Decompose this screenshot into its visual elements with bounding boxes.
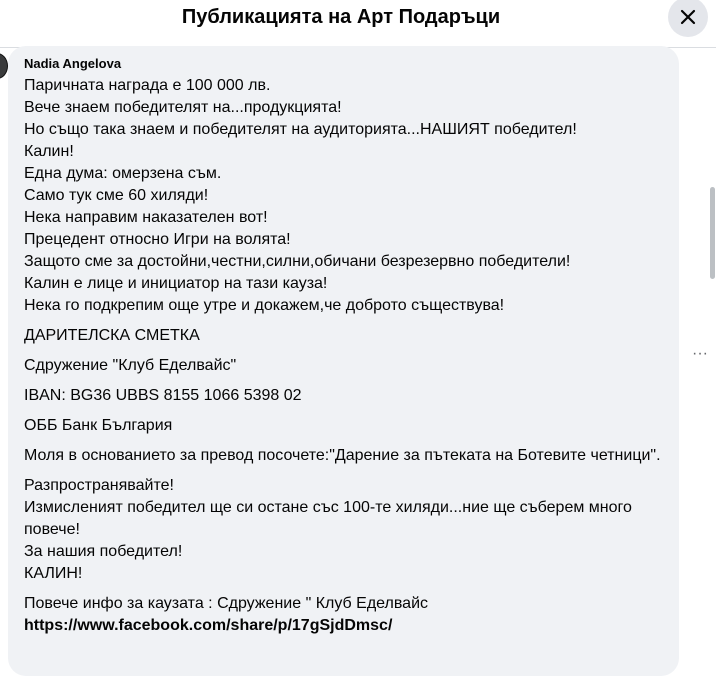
more-info-text: Повече инфо за каузата : Сдружение " Клуб Еделвайс — [24, 595, 429, 612]
comment-line: Вече знаем победителят на...продукцията! — [24, 99, 342, 116]
close-button[interactable] — [668, 0, 708, 37]
share-line: Измисленият победител ще си остане със 100-те хиляди...ние ще съберем много повече! — [24, 499, 632, 538]
comment-intro — [24, 75, 667, 317]
more-info-block — [24, 593, 667, 637]
comment-line: Нека направим наказателен вот! — [24, 209, 268, 226]
share-line: Разпространявайте! — [24, 477, 174, 494]
comment-line: Но също така знаем и победителят на аудиторията...НАШИЯТ победител! — [24, 121, 577, 138]
close-icon — [679, 8, 697, 26]
comment-author[interactable]: Nadia Angelova — [24, 56, 122, 71]
share-link[interactable]: https://www.facebook.com/share/p/17gSjdDmsc/ — [24, 617, 393, 634]
comment-line: Прецедент относно Игри на волята! — [24, 231, 291, 248]
avatar[interactable] — [0, 53, 8, 79]
comment-line: Паричната награда е 100 000 лв. — [24, 77, 271, 94]
share-block — [24, 475, 667, 585]
comment-bubble — [8, 46, 679, 676]
transfer-note: Моля в основанието за превод посочете:"Дарение за пътеката на Ботевите четници". — [24, 447, 661, 464]
account-heading: ДАРИТЕЛСКА СМЕТКА — [24, 327, 200, 344]
comment-line: Калин е лице и инициатор на тази кауза! — [24, 275, 328, 292]
share-line: За нашия победител! — [24, 543, 183, 560]
comment-line: Нека го подкрепим още утре и докажем,че доброто съществува! — [24, 297, 505, 314]
scrollbar[interactable] — [708, 48, 716, 665]
comment-line: Само тук сме 60 хиляди! — [24, 187, 209, 204]
dialog-header — [0, 0, 716, 48]
iban-text: IBAN: BG36 UBBS 8155 1066 5398 02 — [24, 387, 302, 404]
scroll-thumb[interactable] — [710, 187, 715, 279]
comment-line: Една дума: омерзена съм. — [24, 165, 222, 182]
share-line: КАЛИН! — [24, 565, 83, 582]
bank-name: ОББ Банк България — [24, 417, 173, 434]
more-options-icon: ··· — [692, 345, 708, 362]
association-name: Сдружение "Клуб Еделвайс" — [24, 357, 237, 374]
page-title: Публикацията на Арт Подаръци — [181, 6, 501, 28]
comment-line: Калин! — [24, 143, 74, 160]
comment-line: Защото сме за достойни,честни,силни,обичани безрезервно победители! — [24, 253, 571, 270]
